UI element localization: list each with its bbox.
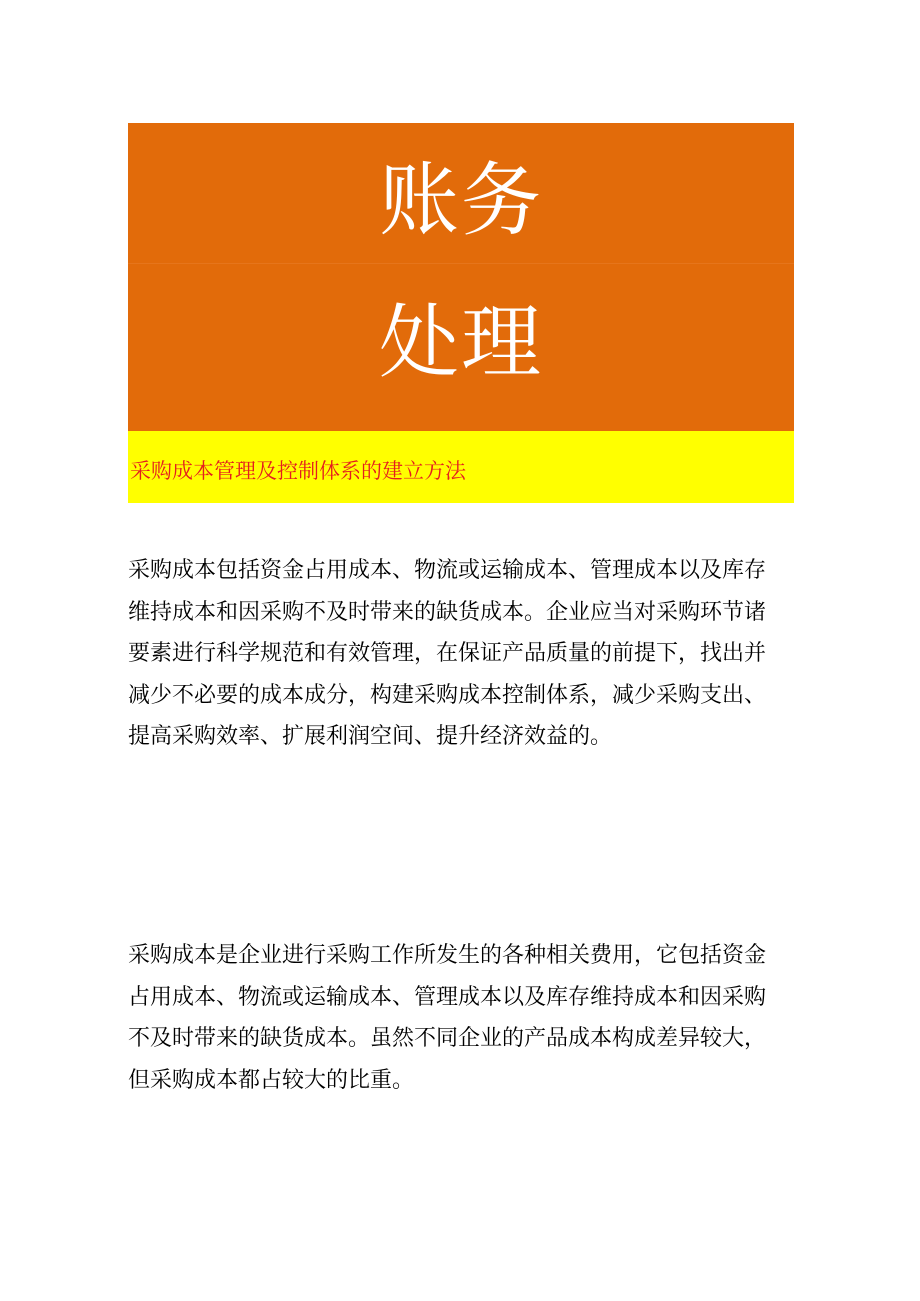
paragraph-line: 要素进行科学规范和有效管理，在保证产品质量的前提下，找出并 [128, 641, 767, 666]
paragraph-2 [128, 935, 800, 1101]
paragraph-line: 维持成本和因采购不及时带来的缺货成本。企业应当对采购环节诸 [128, 599, 767, 625]
paragraph-line: 但采购成本都占较大的比重。 [128, 1067, 415, 1093]
banner-title-line-2: 处理 [379, 296, 543, 389]
paragraph-line: 减少不必要的成本成分，构建采购成本控制体系，减少采购支出、 [128, 682, 767, 708]
paragraph-1 [128, 550, 800, 758]
banner-divider [128, 263, 794, 264]
subtitle-bar [128, 431, 794, 503]
subtitle-text: 采购成本管理及控制体系的建立方法 [130, 459, 466, 483]
paragraph-line: 占用成本、物流或运输成本、管理成本以及库存维持成本和因采购 [128, 984, 767, 1010]
title-banner [128, 123, 794, 431]
banner-title-line-1: 账务 [379, 154, 543, 247]
paragraph-line: 采购成本包括资金占用成本、物流或运输成本、管理成本以及库存 [128, 558, 767, 583]
paragraph-line: 提高采购效率、扩展利润空间、提升经济效益的。 [128, 724, 613, 749]
paragraph-line: 不及时带来的缺货成本。虽然不同企业的产品成本构成差异较大， [128, 1026, 767, 1051]
paragraph-line: 采购成本是企业进行采购工作所发生的各种相关费用，它包括资金 [128, 943, 767, 968]
